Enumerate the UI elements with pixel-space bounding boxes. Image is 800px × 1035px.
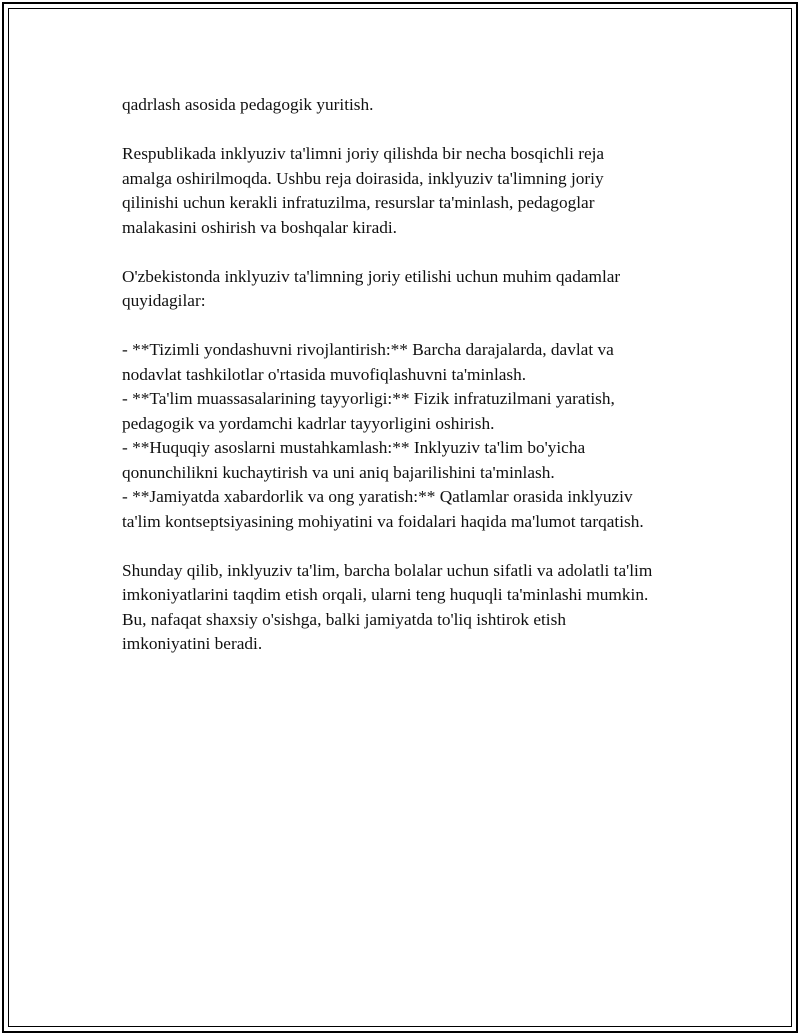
list-item-line: - **Tizimli yondashuvni rivojlantirish:** Barcha darajalarda, davlat va [122,340,614,359]
paragraph-line: O'zbekistonda inklyuziv ta'limning joriy etilishi uchun muhim qadamlar [122,266,621,286]
paragraph-line: malakasini oshirish va boshqalar kiradi. [122,217,397,237]
paragraph-line: amalga oshirilmoqda. Ushbu reja doirasida, inklyuziv ta'limning joriy [122,168,604,188]
list-item-line: qonunchilikni kuchaytirish va uni aniq bajarilishini ta'minlash. [122,462,555,482]
paragraph-line: quyidagilar: [122,291,206,310]
paragraph-line: imkoniyatlarini taqdim etish orqali, ularni teng huquqli ta'minlashi mumkin. [122,585,649,604]
list-item [122,485,712,534]
paragraph-line: qadrlash asosida pedagogik yuritish. [122,95,374,114]
list-item-line: ta'lim kontseptsiyasining mohiyatini va foidalari haqida ma'lumot tarqatish. [122,511,644,531]
document-body [122,93,712,681]
list-item-line: - **Ta'lim muassasalarining tayyorligi:** Fizik infratuzilmani yaratish, [122,389,615,408]
list-item [122,436,712,485]
paragraph-line: imkoniyatini beradi. [122,634,263,653]
paragraph-line: Shunday qilib, inklyuziv ta'lim, barcha bolalar uchun sifatli va adolatli ta'lim [122,560,653,580]
paragraph-4 [122,559,712,657]
paragraph-3 [122,265,712,314]
list-item-line: nodavlat tashkilotlar o'rtasida muvofiqlashuvni ta'minlash. [122,364,527,384]
paragraph-line: Bu, nafaqat shaxsiy o'sishga, balki jamiyatda to'liq ishtirok etish [122,609,566,629]
paragraph-2 [122,142,712,240]
list-item [122,387,712,436]
list-item-line: - **Huquqiy asoslarni mustahkamlash:** Inklyuziv ta'lim bo'yicha [122,438,586,457]
paragraph-line: qilinishi uchun kerakli infratuzilma, resurslar ta'minlash, pedagoglar [122,193,595,212]
paragraph-1 [122,93,712,118]
list-item-line: pedagogik va yordamchi kadrlar tayyorligini oshirish. [122,413,495,433]
paragraph-line: Respublikada inklyuziv ta'limni joriy qilishda bir necha bosqichli reja [122,144,605,163]
list-item [122,338,712,387]
page-frame [2,2,798,1033]
list-item-line: - **Jamiyatda xabardorlik va ong yaratish:** Qatlamlar orasida inklyuziv [122,487,633,506]
steps-list [122,338,712,534]
